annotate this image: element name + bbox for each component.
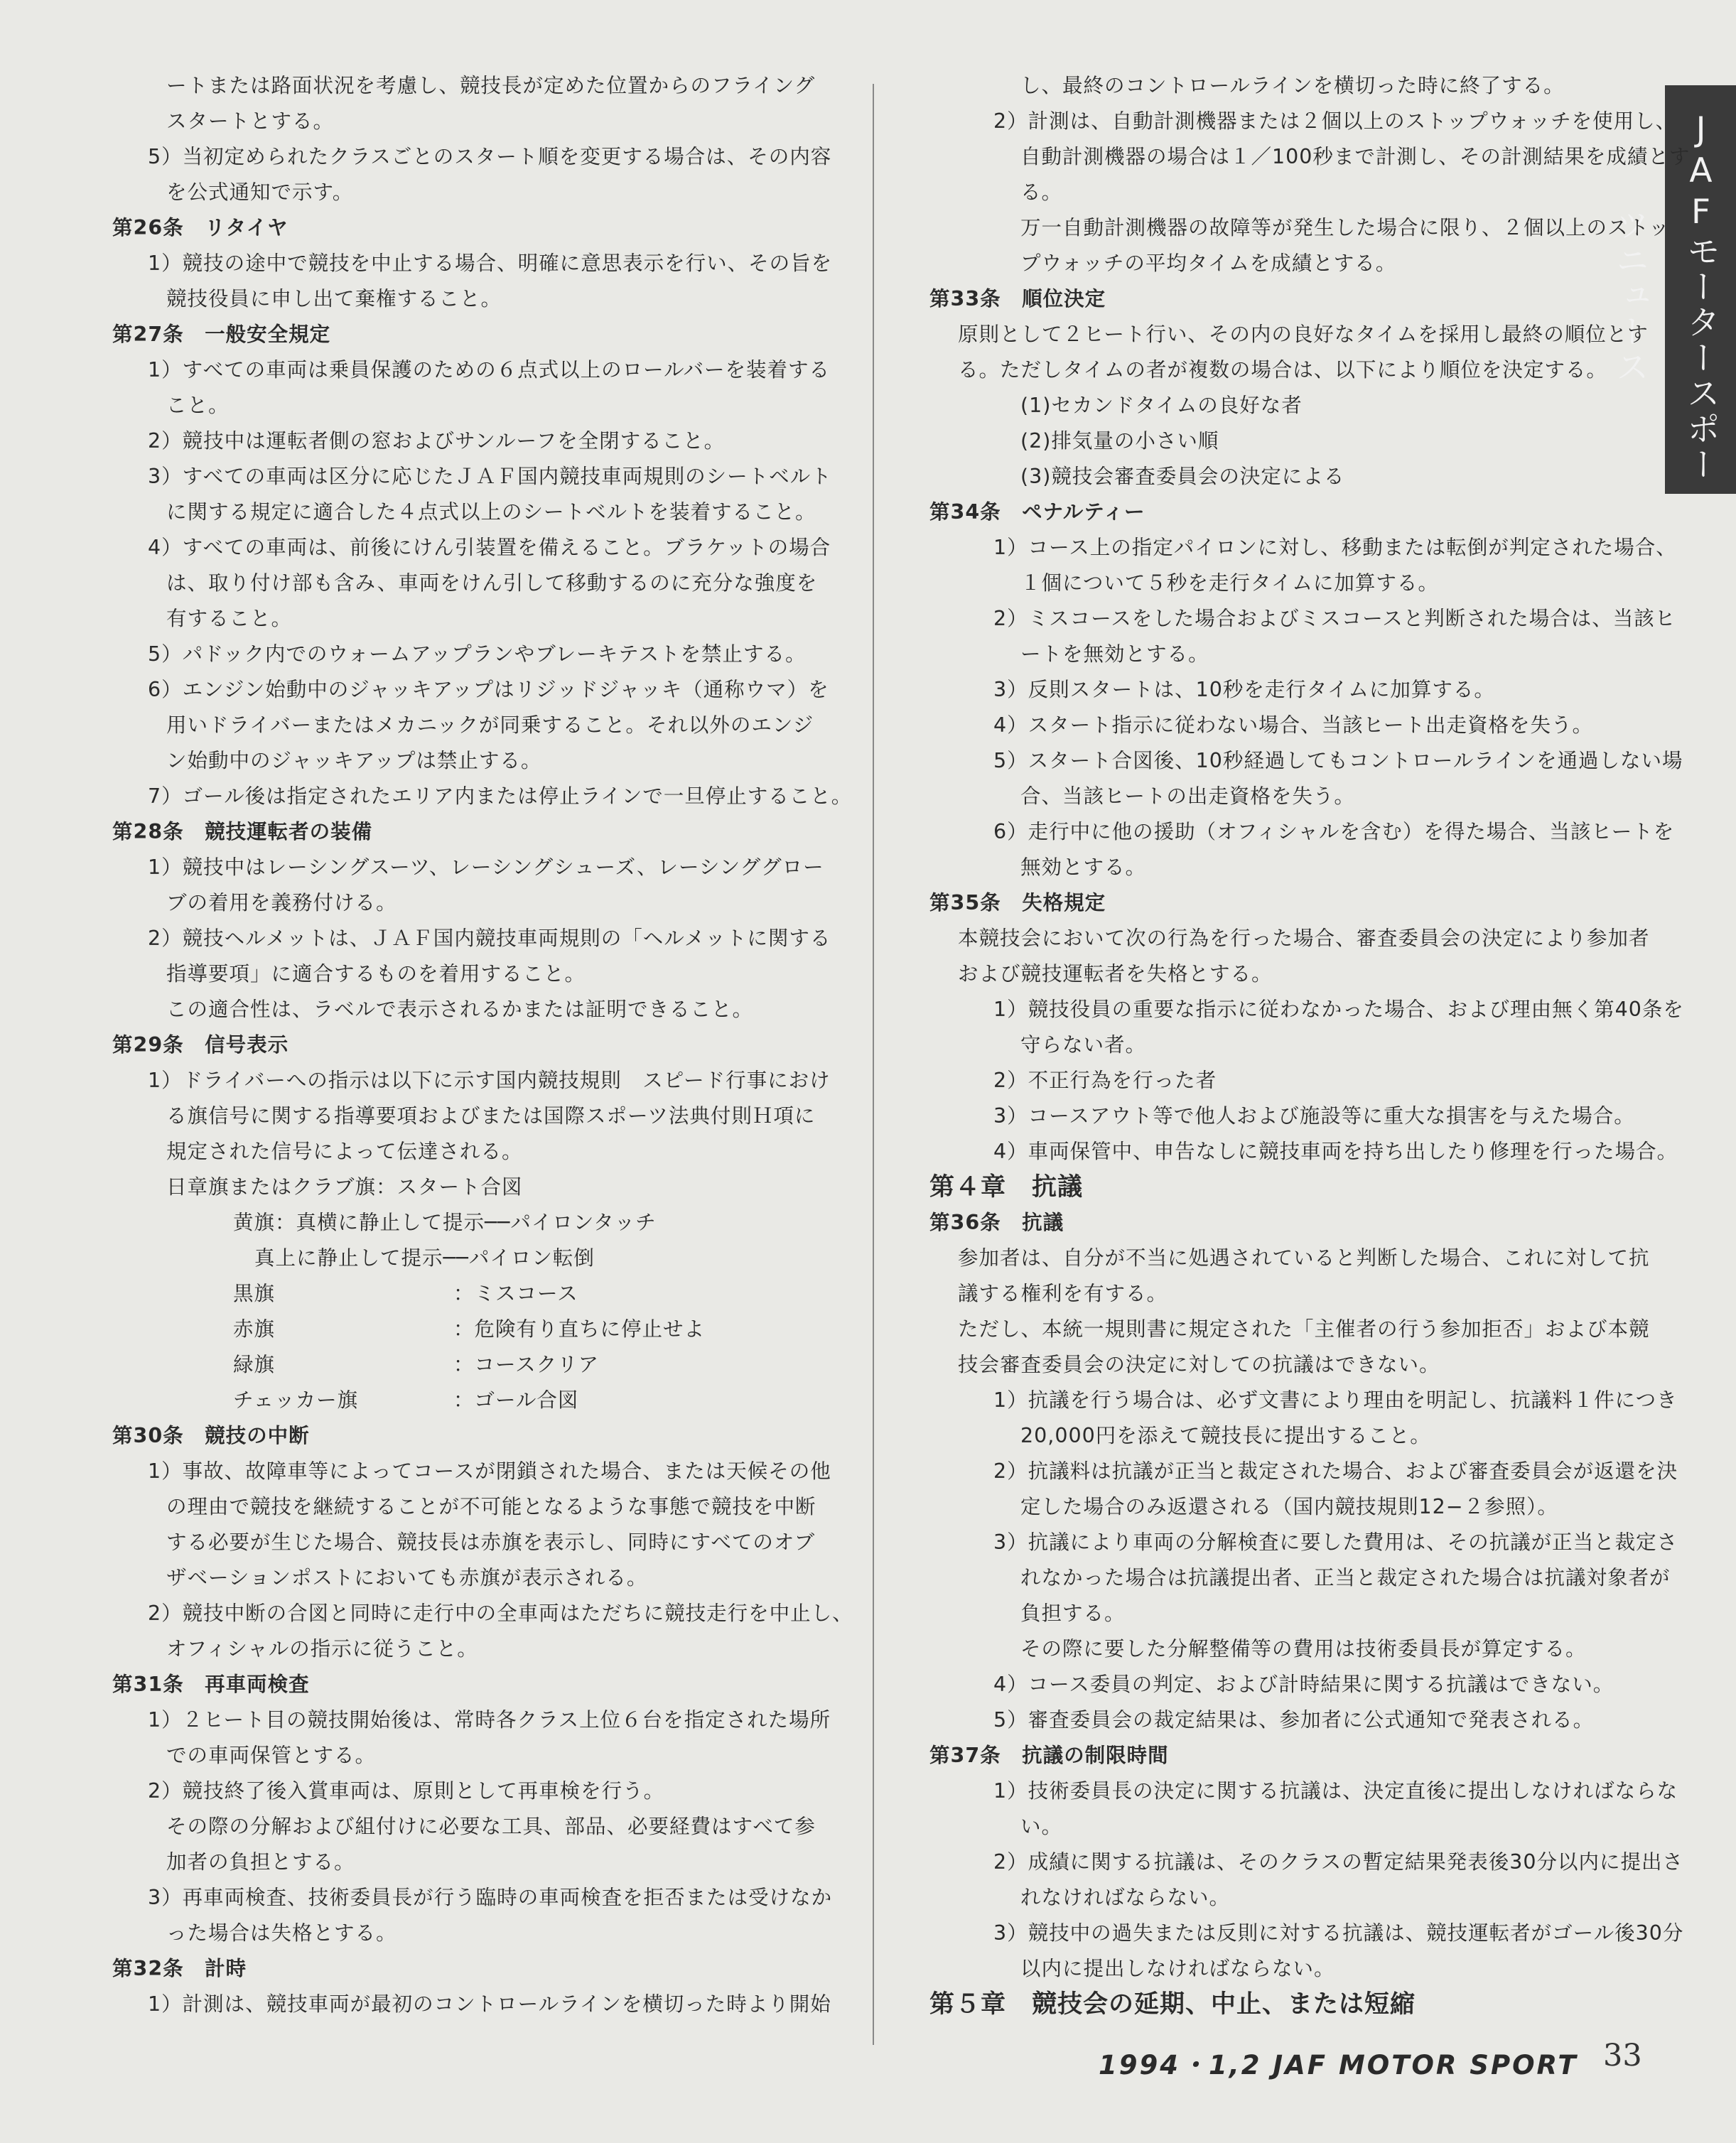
text-line: 4）車両保管中、申告なしに競技車両を持ち出したり修理を行った場合。: [993, 1140, 1678, 1163]
text-line: 2）競技終了後入賞車両は、原則として再車検を行う。: [148, 1779, 665, 1803]
text-line: 指導要項」に適合するものを着用すること。: [166, 962, 586, 986]
text-line: 6）エンジン始動中のジャッキアップはリジッドジャッキ（通称ウマ）を: [148, 678, 829, 701]
text-line: る。: [1020, 180, 1063, 204]
text-line: 規定された信号によって伝達される。: [166, 1140, 523, 1163]
text-line: 万一自動計測機器の故障等が発生した場合に限り、２個以上のストッ: [1020, 216, 1670, 239]
text-line: 負担する。: [1020, 1602, 1126, 1625]
article-heading: 第33条 順位決定: [929, 287, 1106, 311]
text-line: 2）競技ヘルメットは、ＪＡＦ国内競技車両規則の「ヘルメットに関する: [148, 927, 831, 950]
column-divider: [873, 84, 874, 2045]
text-line: 定した場合のみ返還される（国内競技規則12−２参照）。: [1020, 1495, 1558, 1518]
article-heading: 第37条 抗議の制限時間: [929, 1744, 1169, 1767]
text-line: 無効とする。: [1020, 855, 1147, 879]
article-heading: 第30条 競技の中断: [112, 1424, 310, 1447]
chapter-heading: 第４章 抗議: [929, 1173, 1084, 1202]
text-line: 2）成績に関する抗議は、そのクラスの暫定結果発表後30分以内に提出さ: [993, 1850, 1684, 1874]
text-line: を公式通知で示す。: [166, 180, 354, 204]
text-line: 1）競技中はレーシングスーツ、レーシングシューズ、レーシンググロー: [148, 855, 824, 879]
text-line: は、取り付け部も含み、車両をけん引して移動するのに充分な強度を: [166, 571, 818, 595]
text-line: (2)排気量の小さい順: [1020, 429, 1219, 453]
text-line: 7）ゴール後は指定されたエリア内または停止ラインで一旦停止すること。: [148, 784, 853, 808]
text-line: 加者の負担とする。: [166, 1850, 355, 1874]
text-line: (1)セカンドタイムの良好な者: [1020, 394, 1303, 417]
text-line: ただし、本統一規則書に規定された「主催者の行う参加拒否」および本競: [958, 1317, 1650, 1341]
text-line: 3）競技中の過失または反則に対する抗議は、競技運転者がゴール後30分: [993, 1921, 1684, 1945]
flag-name: チェッカー旗: [233, 1388, 359, 1412]
page-number: 33: [1603, 2038, 1642, 2073]
text-line: 1）競技役員の重要な指示に従わなかった場合、および理由無く第40条を: [993, 998, 1684, 1021]
article-heading: 第27条 一般安全規定: [112, 323, 331, 346]
text-line: 1）すべての車両は乗員保護のための６点式以上のロールバーを装着する: [148, 358, 830, 382]
text-line: 2）競技中断の合図と同時に走行中の全車両はただちに競技走行を中止し、: [148, 1602, 853, 1625]
text-line: ブの着用を義務付ける。: [166, 891, 397, 914]
text-line: ザベーションポストにおいても赤旗が表示される。: [166, 1566, 648, 1589]
text-line: に関する規定に適合した４点式以上のシートベルトを装着すること。: [166, 500, 816, 524]
text-line: る旗信号に関する指導要項およびまたは国際スポーツ法典付則Ｈ項に: [166, 1104, 816, 1128]
text-line: その際に要した分解整備等の費用は技術委員長が算定する。: [1020, 1637, 1587, 1661]
flag-meaning: ：危険有り直ちに停止せよ: [453, 1317, 706, 1341]
article-heading: 第32条 計時: [112, 1957, 247, 1980]
text-line: 5）スタート合図後、10秒経過してもコントロールラインを通過しない場: [993, 749, 1683, 772]
article-heading: 第35条 失格規定: [929, 891, 1106, 914]
text-line: 1）競技の途中で競技を中止する場合、明確に意思表示を行い、その旨を: [148, 252, 833, 275]
article-heading: 第26条 リタイヤ: [112, 216, 289, 239]
text-line: 3）抗議により車両の分解検査に要した費用は、その抗議が正当と裁定さ: [993, 1531, 1678, 1554]
flag-name: 赤旗: [233, 1317, 276, 1341]
text-line: 守らない者。: [1020, 1033, 1147, 1057]
flag-meaning: ：コースクリア: [453, 1353, 600, 1376]
text-line: 有すること。: [166, 607, 293, 630]
magazine-footer-title: 1994・1,2 JAF MOTOR SPORT: [1099, 2050, 1578, 2080]
text-line: し、最終のコントロールラインを横切った時に終了する。: [1020, 74, 1565, 97]
text-line: および競技運転者を失格とする。: [958, 962, 1273, 986]
text-line: プウォッチの平均タイムを成績とする。: [1020, 252, 1397, 275]
text-line: 参加者は、自分が不当に処遇されていると判断した場合、これに対して抗: [958, 1246, 1650, 1270]
text-line: 1）技術委員長の決定に関する抗議は、決定直後に提出しなければならな: [993, 1779, 1678, 1803]
text-line: 自動計測機器の場合は１／100秒まで計測し、その計測結果を成績とす: [1020, 145, 1691, 168]
text-line: 技会審査委員会の決定に対しての抗議はできない。: [958, 1353, 1440, 1376]
flag-name: 緑旗: [233, 1353, 276, 1376]
article-heading: 第36条 抗議: [929, 1211, 1064, 1234]
flag-signal-row: [84, 1347, 809, 1383]
text-line: その際の分解および組付けに必要な工具、部品、必要経費はすべて参: [166, 1815, 816, 1838]
text-line: 4）スタート指示に従わない場合、当該ヒート出走資格を失う。: [993, 713, 1593, 737]
flag-signal-row: [84, 1312, 809, 1347]
text-line: ン始動中のジャッキアップは禁止する。: [166, 749, 542, 772]
text-line: 合、当該ヒートの出走資格を失う。: [1020, 784, 1355, 808]
text-line: 5）パドック内でのウォームアップランやブレーキテストを禁止する。: [148, 642, 807, 666]
text-line: 3）反則スタートは、10秒を走行タイムに加算する。: [993, 678, 1495, 701]
text-line: 本競技会において次の行為を行った場合、審査委員会の決定により参加者: [958, 927, 1650, 950]
text-line: 日章旗またはクラブ旗：スタート合図: [166, 1175, 523, 1199]
article-heading: 第29条 信号表示: [112, 1033, 289, 1057]
article-heading: 第31条 再車両検査: [112, 1673, 310, 1696]
text-line: 2）計測は、自動計測機器または２個以上のストップウォッチを使用し、: [993, 109, 1677, 133]
text-line: 2）ミスコースをした場合およびミスコースと判断された場合は、当該ヒ: [993, 607, 1676, 630]
text-line: する必要が生じた場合、競技長は赤旗を表示し、同時にすべてのオブ: [166, 1531, 816, 1554]
flag-meaning: ：ゴール合図: [453, 1388, 579, 1412]
text-line: (3)競技会審査委員会の決定による: [1020, 465, 1345, 488]
text-line: 20,000円を添えて競技長に提出すること。: [1020, 1424, 1431, 1447]
text-line: った場合は失格とする。: [166, 1921, 397, 1945]
text-line: 以内に提出しなければならない。: [1020, 1957, 1335, 1980]
text-line: 黄旗：真横に静止して提示──パイロンタッチ: [233, 1211, 657, 1234]
text-line: 6）走行中に他の援助（オフィシャルを含む）を得た場合、当該ヒートを: [993, 820, 1675, 843]
text-line: スタートとする。: [166, 109, 335, 133]
text-line: ートを無効とする。: [1020, 642, 1209, 666]
text-line: 3）コースアウト等で他人および施設等に重大な損害を与えた場合。: [993, 1104, 1635, 1128]
text-line: れなければならない。: [1020, 1886, 1231, 1909]
text-line: 1）事故、故障車等によってコースが閉鎖された場合、または天候その他: [148, 1459, 831, 1483]
text-line: 2）不正行為を行った者: [993, 1069, 1217, 1092]
text-line: 3）すべての車両は区分に応じたＪＡＦ国内競技車両規則のシートベルト: [148, 465, 832, 488]
text-line: い。: [1020, 1815, 1063, 1838]
flag-signal-row: [84, 1383, 809, 1418]
left-column: [84, 68, 853, 2022]
article-heading: 第34条 ペナルティー: [929, 500, 1145, 524]
text-line: 原則として２ヒート行い、その内の良好なタイムを採用し最終の順位とす: [958, 323, 1649, 346]
text-line: １個について５秒を走行タイムに加算する。: [1020, 571, 1439, 595]
section-side-tab: JAFモータースポーツニュース: [1665, 85, 1736, 494]
flag-signal-row: [84, 1276, 809, 1312]
article-heading: 第28条 競技運転者の装備: [112, 820, 373, 843]
text-line: 3）再車両検査、技術委員長が行う臨時の車両検査を拒否または受けなか: [148, 1886, 833, 1909]
text-line: での車両保管とする。: [166, 1744, 377, 1767]
text-line: 2）抗議料は抗議が正当と裁定された場合、および審査委員会が返還を決: [993, 1459, 1678, 1483]
text-line: オフィシャルの指示に従うこと。: [166, 1637, 478, 1661]
text-line: の理由で競技を継続することが不可能となるような事態で競技を中断: [166, 1495, 816, 1518]
text-line: れなかった場合は抗議提出者、正当と裁定された場合は抗議対象者が: [1020, 1566, 1671, 1589]
text-line: 用いドライバーまたはメカニックが同乗すること。それ以外のエンジ: [166, 713, 814, 737]
text-line: 議する権利を有する。: [958, 1282, 1168, 1305]
text-line: 1）抗議を行う場合は、必ず文書により理由を明記し、抗議料１件につき: [993, 1388, 1678, 1412]
text-line: 1）コース上の指定パイロンに対し、移動または転倒が判定された場合、: [993, 536, 1677, 559]
text-line: 5）当初定められたクラスごとのスタート順を変更する場合は、その内容: [148, 145, 832, 168]
text-line: 5）審査委員会の裁定結果は、参加者に公式通知で発表される。: [993, 1708, 1595, 1732]
text-line: この適合性は、ラベルで表示されるかまたは証明できること。: [166, 998, 754, 1021]
text-line: ートまたは路面状況を考慮し、競技長が定めた位置からのフライング: [166, 74, 816, 97]
text-line: 2）競技中は運転者側の窓およびサンルーフを全閉すること。: [148, 429, 726, 453]
text-line: こと。: [166, 394, 230, 417]
text-line: 1）ドライバーへの指示は以下に示す国内競技規則 スピード行事におけ: [148, 1069, 831, 1092]
text-line: 4）コース委員の判定、および計時結果に関する抗議はできない。: [993, 1673, 1614, 1696]
text-line: 1）計測は、競技車両が最初のコントロールラインを横切った時より開始: [148, 1992, 831, 2016]
chapter-heading: 第５章 競技会の延期、中止、または短縮: [929, 1990, 1416, 2019]
flag-meaning: ：ミスコース: [453, 1282, 578, 1305]
text-line: 1）２ヒート目の競技開始後は、常時各クラス上位６台を指定された場所: [148, 1708, 831, 1732]
text-line: る。ただしタイムの者が複数の場合は、以下により順位を決定する。: [958, 358, 1607, 382]
text-line: 競技役員に申し出て棄権すること。: [166, 287, 502, 311]
text-line: 真上に静止して提示──パイロン転倒: [254, 1246, 595, 1270]
flag-name: 黒旗: [233, 1282, 276, 1305]
text-line: 4）すべての車両は、前後にけん引装置を備えること。ブラケットの場合: [148, 536, 831, 559]
